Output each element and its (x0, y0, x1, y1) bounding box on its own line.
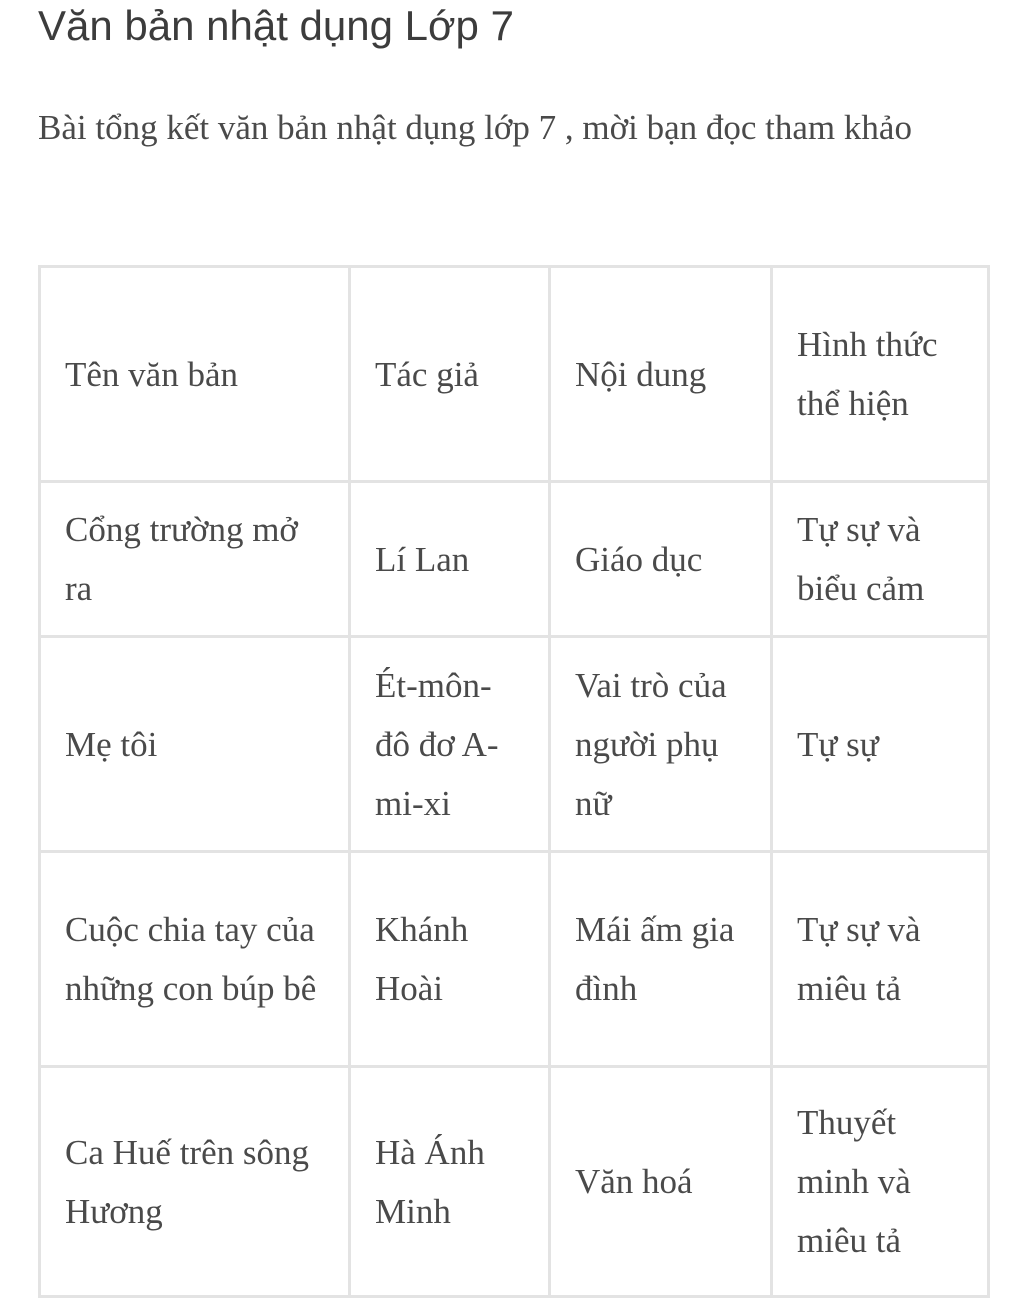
header-cell-content: Nội dung (550, 267, 772, 482)
table-cell-content: Văn hoá (550, 1067, 772, 1297)
intro-paragraph: Bài tổng kết văn bản nhật dụng lớp 7 , mời bạn đọc tham khảo (38, 108, 912, 147)
table-cell-author: Lí Lan (350, 482, 550, 637)
summary-table (38, 265, 990, 1298)
table-cell-content: Mái ấm gia đình (550, 852, 772, 1067)
table-cell-content: Giáo dục (550, 482, 772, 637)
table-row (40, 852, 989, 1067)
table-row (40, 1067, 989, 1297)
table-cell-title: Ca Huế trên sông Hương (40, 1067, 350, 1297)
table-cell-author: Hà Ánh Minh (350, 1067, 550, 1297)
header-cell-title: Tên văn bản (40, 267, 350, 482)
table-cell-title: Cuộc chia tay của những con búp bê (40, 852, 350, 1067)
table-header-row (40, 267, 989, 482)
table-cell-author: Khánh Hoài (350, 852, 550, 1067)
summary-table-container (38, 265, 990, 1298)
table-row (40, 482, 989, 637)
table-cell-form: Tự sự và biểu cảm (772, 482, 989, 637)
table-cell-form: Tự sự và miêu tả (772, 852, 989, 1067)
table-cell-content: Vai trò của người phụ nữ (550, 637, 772, 852)
header-cell-author: Tác giả (350, 267, 550, 482)
table-cell-title: Cổng trường mở ra (40, 482, 350, 637)
table-cell-title: Mẹ tôi (40, 637, 350, 852)
table-row (40, 637, 989, 852)
table-cell-author: Ét-môn-đô đơ A-mi-xi (350, 637, 550, 852)
table-cell-form: Tự sự (772, 637, 989, 852)
header-cell-form: Hình thức thể hiện (772, 267, 989, 482)
page-title: Văn bản nhật dụng Lớp 7 (38, 2, 514, 49)
table-cell-form: Thuyết minh và miêu tả (772, 1067, 989, 1297)
